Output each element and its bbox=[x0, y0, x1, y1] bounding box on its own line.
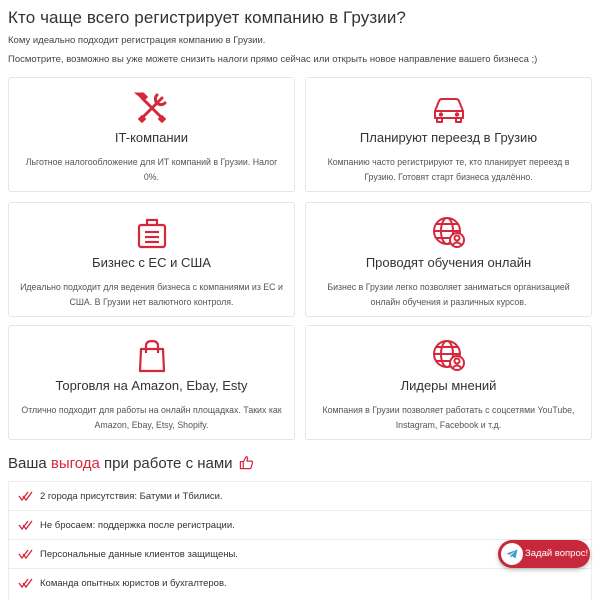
benefits-heading bbox=[8, 455, 254, 474]
benefit-item bbox=[8, 481, 592, 511]
card-title: Планируют переезд в Грузию bbox=[359, 130, 538, 145]
card-it-companies bbox=[8, 77, 295, 192]
page-title: Кто чаще всего регистрирует компанию в Грузии? bbox=[8, 8, 406, 27]
card-title: Бизнес с ЕС и США bbox=[92, 255, 211, 270]
telegram-icon bbox=[501, 543, 523, 565]
benefits-heading-prefix: Ваша bbox=[8, 455, 51, 472]
intro-subtext: Посмотрите, возможно вы уже можете снизить налоги прямо сейчас или открыть новое направление вашего бизнеса ;) bbox=[8, 54, 538, 65]
benefits-heading-suffix: при работе с нами bbox=[99, 455, 233, 472]
double-check-icon bbox=[18, 549, 34, 560]
benefit-text: Команда опытных юристов и бухгалтеров. bbox=[40, 578, 227, 589]
briefcase-icon bbox=[133, 214, 171, 252]
globe-person-icon bbox=[430, 214, 468, 252]
card-title: IT-компании bbox=[114, 130, 189, 145]
car-icon bbox=[430, 89, 468, 127]
globe-person-icon bbox=[430, 337, 468, 375]
intro-text: Кому идеально подходит регистрация компанию в Грузии. bbox=[8, 35, 266, 46]
card-relocation bbox=[305, 77, 592, 192]
double-check-icon bbox=[18, 520, 34, 531]
ask-question-button[interactable] bbox=[498, 540, 590, 568]
card-marketplace-trade bbox=[8, 325, 295, 440]
benefit-item bbox=[8, 568, 592, 600]
card-title: Торговля на Amazon, Ebay, Esty bbox=[55, 378, 248, 393]
double-check-icon bbox=[18, 491, 34, 502]
tools-icon bbox=[133, 89, 171, 127]
card-title: Проводят обучения онлайн bbox=[365, 255, 532, 270]
card-description: Отлично подходит для работы на онлайн площадках. Таких как Amazon, Ebay, Etsy, Shopify. bbox=[21, 405, 282, 430]
card-title: Лидеры мнений bbox=[400, 378, 497, 393]
benefit-text: Не бросаем: поддержка после регистрации. bbox=[40, 520, 235, 531]
card-description: Льготное налогообложение для ИТ компаний в Грузии. Налог 0%. bbox=[25, 157, 278, 182]
benefit-item bbox=[8, 510, 592, 540]
card-description: Идеально подходит для ведения бизнеса с компаниями из ЕС и США. В Грузии нет валютного контроля. bbox=[20, 282, 283, 307]
ask-question-label: Задай вопрос! bbox=[525, 548, 589, 559]
benefit-text: Персональные данные клиентов защищены. bbox=[40, 549, 238, 560]
shopping-bag-icon bbox=[133, 337, 171, 375]
card-opinion-leaders bbox=[305, 325, 592, 440]
benefits-heading-accent: выгода bbox=[50, 455, 100, 472]
double-check-icon bbox=[18, 578, 34, 589]
card-description: Бизнес в Грузии легко позволяет заниматься организацией онлайн обучения и различных курсов. bbox=[327, 282, 570, 307]
card-description: Компания в Грузии позволяет работать с соцсетями YouTube, Instagram, Facebook и т.д. bbox=[322, 405, 575, 430]
thumbs-up-icon bbox=[239, 455, 254, 474]
card-eu-usa-business bbox=[8, 202, 295, 317]
benefit-text: 2 города присутствия: Батуми и Тбилиси. bbox=[40, 491, 223, 502]
card-description: Компанию часто регистрируют те, кто планирует переезд в Грузию. Готовят старт бизнеса удалённо. bbox=[327, 157, 570, 182]
card-online-training bbox=[305, 202, 592, 317]
